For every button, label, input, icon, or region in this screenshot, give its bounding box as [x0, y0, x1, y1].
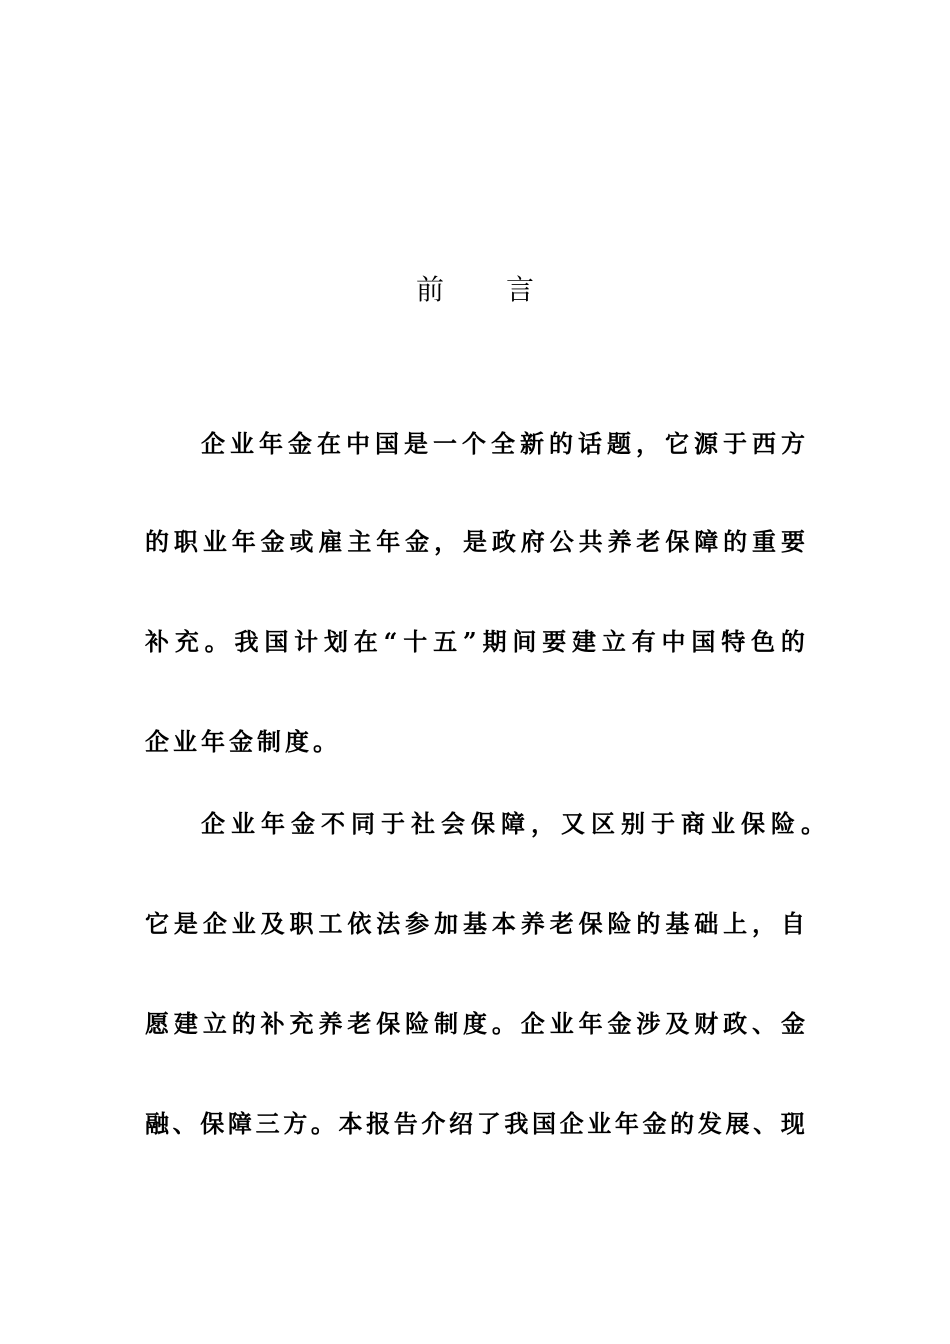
text-char: 年: [259, 429, 283, 458]
text-char: 养: [607, 527, 632, 556]
text-char: 三: [255, 1109, 280, 1138]
text-char: 的: [670, 1109, 695, 1138]
text-char: 建: [173, 1009, 198, 1038]
text-char: 是: [173, 909, 198, 938]
text-char: 企: [559, 1109, 584, 1138]
text-char: 制: [434, 1009, 459, 1038]
text-char: 一: [433, 429, 457, 458]
text-char: 政: [491, 527, 516, 556]
text-char: 障: [227, 1109, 252, 1138]
text-char: 补: [260, 1009, 285, 1038]
text-char: ”: [462, 627, 477, 656]
text-char: 财: [694, 1009, 719, 1038]
text-char: 有: [631, 627, 656, 656]
text-char: 年: [231, 527, 256, 556]
text-char: 涉: [636, 1009, 661, 1038]
text-char: 依: [347, 909, 372, 938]
text-char: 新: [520, 429, 544, 458]
text-char: 工: [318, 909, 343, 938]
text-char: 了: [476, 1109, 501, 1138]
text-char: 建: [572, 627, 597, 656]
text-char: 国: [531, 1109, 556, 1138]
text-char: ，: [434, 527, 459, 556]
paragraph-1-line-2: [145, 524, 805, 560]
text-char: 保: [376, 1009, 401, 1038]
text-char: 、: [172, 1109, 197, 1138]
text-char: 它: [665, 429, 689, 458]
text-char: 的: [723, 527, 748, 556]
text-char: 话: [578, 429, 602, 458]
text-char: 年: [376, 527, 401, 556]
text-char: 老: [549, 909, 574, 938]
text-char: 五: [433, 627, 458, 656]
text-char: 老: [347, 1009, 372, 1038]
text-char: 年: [614, 1109, 639, 1138]
text-char: 公: [549, 527, 574, 556]
text-char: 业: [549, 1009, 574, 1038]
text-char: 、: [753, 1109, 778, 1138]
text-char: 发: [697, 1109, 722, 1138]
text-char: 的: [636, 909, 661, 938]
text-char: 题: [607, 429, 631, 458]
text-char: 自: [780, 909, 805, 938]
text-char: 上: [723, 909, 748, 938]
text-char: 于: [723, 429, 747, 458]
text-char: 方: [283, 1109, 308, 1138]
text-char: 充: [289, 1009, 314, 1038]
text-char: 养: [318, 1009, 343, 1038]
text-char: 本: [491, 909, 516, 938]
text-char: 共: [578, 527, 603, 556]
text-char: ，: [636, 429, 660, 458]
text-char: 府: [520, 527, 545, 556]
text-char: 方: [781, 429, 805, 458]
text-char: 充: [174, 627, 199, 656]
text-char: 国: [264, 627, 289, 656]
text-char: 雇: [318, 527, 343, 556]
text-char: 国: [375, 429, 399, 458]
text-char: 立: [601, 627, 626, 656]
text-char: 它: [145, 909, 169, 938]
text-char: 业: [231, 909, 256, 938]
text-char: 我: [504, 1109, 529, 1138]
text-char: 金: [405, 527, 430, 556]
text-char: 保: [665, 527, 690, 556]
text-char: 。: [310, 1109, 335, 1138]
text-char: 源: [694, 429, 718, 458]
text-char: 。: [491, 1009, 516, 1038]
text-char: 计: [294, 627, 319, 656]
paragraph-2-line-4: [145, 1106, 805, 1142]
text-char: 西: [752, 429, 776, 458]
text-char: 在: [317, 429, 341, 458]
text-char: 十: [403, 627, 428, 656]
text-char: 或: [289, 527, 314, 556]
text-char: 立: [202, 1009, 227, 1038]
text-char: 融: [145, 1109, 169, 1138]
text-char: 介: [421, 1109, 446, 1138]
text-char: 参: [405, 909, 430, 938]
text-char: 企: [201, 429, 225, 458]
text-char: 期: [482, 627, 507, 656]
text-char: 的: [549, 429, 573, 458]
text-char: 的: [231, 1009, 256, 1038]
text-char: 绍: [449, 1109, 474, 1138]
page-title: [0, 270, 950, 310]
text-char: 特: [721, 627, 746, 656]
text-char: 及: [260, 909, 285, 938]
text-char: 险: [405, 1009, 430, 1038]
text-char: 补: [145, 627, 169, 656]
text-char: 全: [491, 429, 515, 458]
text-char: 础: [694, 909, 719, 938]
text-char: 基: [462, 909, 487, 938]
text-char: 老: [636, 527, 661, 556]
text-char: 企: [520, 1009, 545, 1038]
paragraph-1-line-4: 企业年金制度。: [145, 727, 341, 756]
text-char: 障: [694, 527, 719, 556]
paragraph-2-line-1: 企业年金不同于社会保障，又区别于商业保险。: [201, 809, 831, 838]
text-char: 是: [462, 527, 487, 556]
text-char: 个: [462, 429, 486, 458]
text-char: 养: [520, 909, 545, 938]
text-char: 色: [751, 627, 776, 656]
text-char: 重: [752, 527, 777, 556]
text-char: 现: [780, 1109, 805, 1138]
text-char: 中: [661, 627, 686, 656]
text-char: 划: [323, 627, 348, 656]
text-char: 职: [289, 909, 314, 938]
text-char: 中: [346, 429, 370, 458]
text-char: 保: [200, 1109, 225, 1138]
paragraph-1-line-1: [201, 426, 805, 462]
text-char: 度: [462, 1009, 487, 1038]
paragraph-2-line-2: [145, 906, 805, 942]
text-char: “: [383, 627, 398, 656]
text-char: 。: [204, 627, 229, 656]
text-char: 加: [434, 909, 459, 938]
text-char: 要: [542, 627, 567, 656]
text-char: 告: [393, 1109, 418, 1138]
paragraph-1-line-3: [145, 624, 805, 660]
text-char: 金: [780, 1009, 805, 1038]
title-char-1: 前: [415, 273, 444, 306]
text-char: 展: [725, 1109, 750, 1138]
text-char: 业: [202, 527, 227, 556]
text-char: 国: [691, 627, 716, 656]
text-char: ，: [752, 909, 777, 938]
text-char: 愿: [145, 1009, 169, 1038]
text-char: 金: [260, 527, 285, 556]
text-char: 保: [578, 909, 603, 938]
text-char: 是: [404, 429, 428, 458]
text-char: 的: [145, 527, 169, 556]
text-char: 间: [512, 627, 537, 656]
text-char: 我: [234, 627, 259, 656]
text-char: 、: [752, 1009, 777, 1038]
text-char: 险: [607, 909, 632, 938]
text-char: 金: [288, 429, 312, 458]
text-char: 要: [780, 527, 805, 556]
text-char: 业: [230, 429, 254, 458]
text-char: 金: [607, 1009, 632, 1038]
text-char: 在: [353, 627, 378, 656]
text-char: 年: [578, 1009, 603, 1038]
text-char: 业: [587, 1109, 612, 1138]
text-char: 职: [173, 527, 198, 556]
text-char: 报: [366, 1109, 391, 1138]
text-char: 基: [665, 909, 690, 938]
text-char: 的: [780, 627, 805, 656]
text-char: 本: [338, 1109, 363, 1138]
text-char: 政: [723, 1009, 748, 1038]
text-char: 企: [202, 909, 227, 938]
text-char: 主: [347, 527, 372, 556]
text-char: 法: [376, 909, 401, 938]
title-char-2: 言: [506, 273, 535, 306]
text-char: 金: [642, 1109, 667, 1138]
paragraph-2-line-3: [145, 1006, 805, 1042]
text-char: 及: [665, 1009, 690, 1038]
